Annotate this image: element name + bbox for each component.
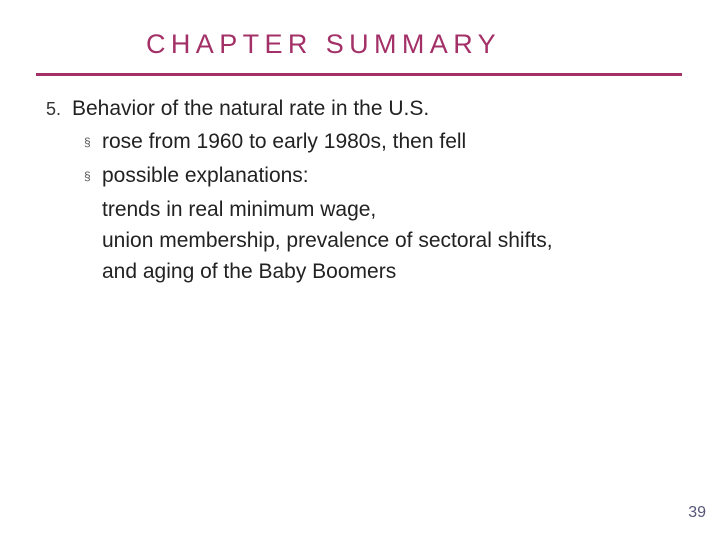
bullet-text: rose from 1960 to early 1980s, then fell [102, 130, 467, 153]
slide-title: CHAPTER SUMMARY [146, 29, 502, 59]
explanation-line: trends in real minimum wage, [102, 198, 377, 221]
bullet-icon: § [84, 135, 91, 149]
bullet-item [84, 160, 686, 194]
explanation-lines [102, 194, 686, 287]
explanation-line: and aging of the Baby Boomers [102, 260, 397, 283]
page-number: 39 [688, 504, 706, 521]
point-number: 5. [46, 99, 62, 119]
bullet-icon: § [84, 169, 91, 183]
slide-content [46, 94, 686, 287]
bullet-text: possible explanations: [102, 164, 309, 187]
bullet-item [84, 126, 686, 160]
title-divider [36, 73, 682, 76]
summary-point [46, 94, 686, 124]
explanation-line: union membership, prevalence of sectoral shifts, [102, 229, 553, 252]
bullet-list [46, 126, 686, 194]
point-text: Behavior of the natural rate in the U.S. [72, 97, 430, 120]
